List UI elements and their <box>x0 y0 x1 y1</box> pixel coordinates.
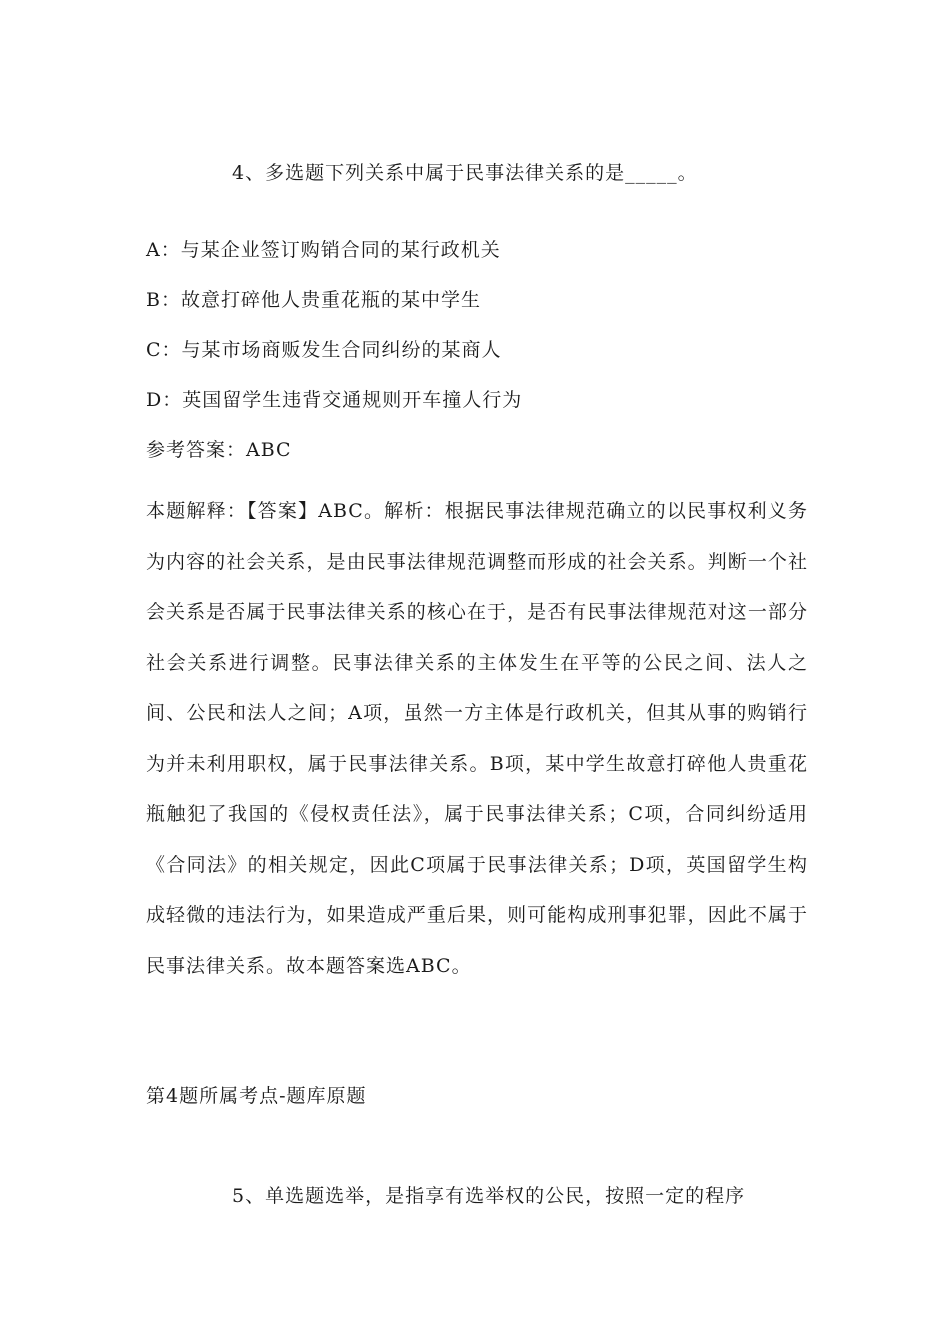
question-4-exam-point: 第4题所属考点-题库原题 <box>146 1085 367 1107</box>
question-4-option-a: A：与某企业签订购销合同的某行政机关 <box>146 239 501 261</box>
question-4-option-c: C：与某市场商贩发生合同纠纷的某商人 <box>146 339 502 361</box>
question-4-option-d: D：英国留学生违背交通规则开车撞人行为 <box>146 389 523 411</box>
question-4-explanation: 本题解释：【答案】ABC。解析：根据民事法律规范确立的以民事权利义务为内容的社会关系，是由民事法律规范调整而形成的社会关系。判断一个社会关系是否属于民事法律关系的核心在于，是否有民事法律规范对这一部分社会关系进行调整。民事法律关系的主体发生在平等的公民之间、法人之间、公民和法人之间；A项，虽然一方主体是行政机关，但其从事的购销行为并未利用职权，属于民事法律关系。B项，某中学生故意打碎他人贵重花瓶触犯了我国的《侵权责任法》，属于民事法律关系；C项，合同纠纷适用《合同法》的相关规定，因此C项属于民事法律关系；D项，英国留学生构成轻微的违法行为，如果造成严重后果，则可能构成刑事犯罪，因此不属于民事法律关系。故本题答案选ABC。 <box>146 500 808 977</box>
question-4-answer: 参考答案：ABC <box>146 439 292 461</box>
question-5-title: 5、单选题选举，是指享有选举权的公民，按照一定的程序 <box>232 1185 746 1207</box>
question-4-title: 4、多选题下列关系中属于民事法律关系的是_____。 <box>232 162 698 184</box>
question-4-option-b: B：故意打碎他人贵重花瓶的某中学生 <box>146 289 481 311</box>
